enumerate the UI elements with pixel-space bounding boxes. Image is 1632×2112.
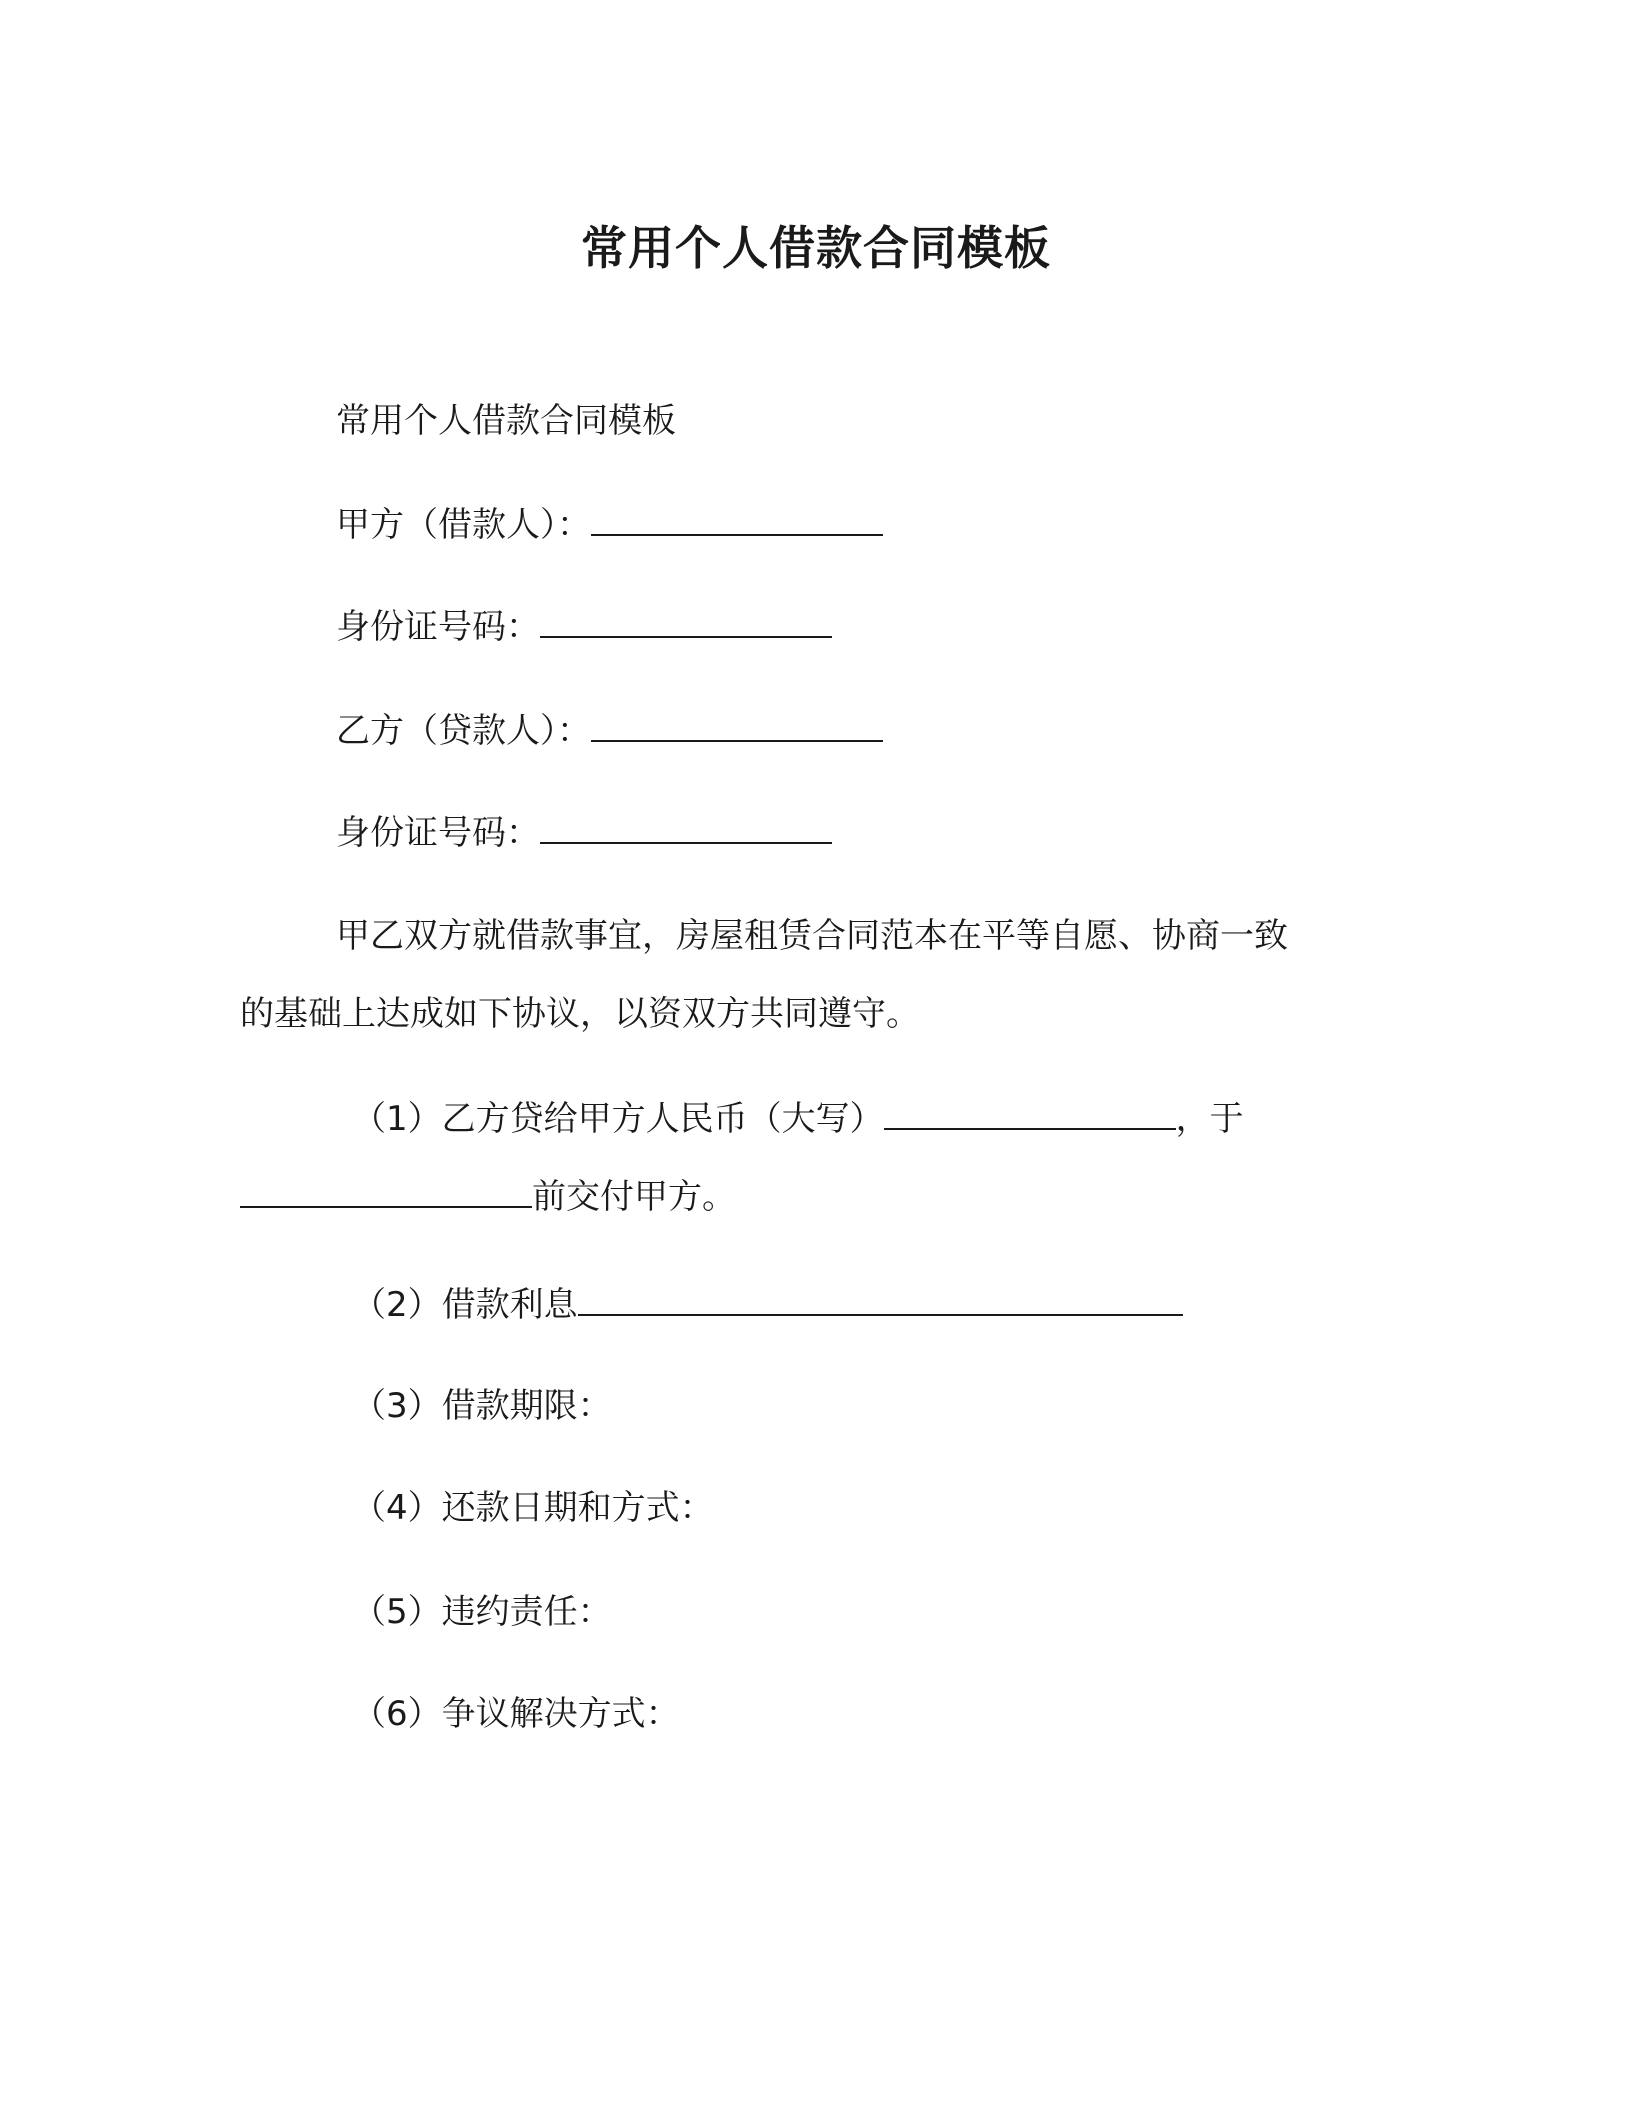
clause-1-line-1 bbox=[352, 1094, 1244, 1143]
party-b-label: 乙方（贷款人）： bbox=[336, 711, 591, 751]
clause-1-amount-blank bbox=[884, 1094, 1176, 1130]
clause-5: （5）违约责任： bbox=[352, 1592, 612, 1632]
id-b-line bbox=[336, 808, 832, 857]
intro-line-1: 甲乙双方就借款事宜，房屋租赁合同范本在平等自愿、协商一致 bbox=[336, 916, 1288, 956]
clause-2-blank bbox=[578, 1280, 1183, 1316]
document-subtitle: 常用个人借款合同模板 bbox=[336, 401, 676, 441]
clause-3: （3）借款期限： bbox=[352, 1386, 612, 1426]
id-a-label: 身份证号码： bbox=[336, 607, 540, 647]
clause-1-text: （1）乙方贷给甲方人民币（大写） bbox=[352, 1099, 884, 1139]
clause-2-text: （2）借款利息 bbox=[352, 1285, 578, 1325]
party-b-blank bbox=[591, 706, 883, 742]
party-b-line bbox=[336, 706, 883, 755]
clause-1-line-2 bbox=[240, 1172, 736, 1221]
id-a-line bbox=[336, 602, 832, 651]
party-a-label: 甲方（借款人）： bbox=[336, 505, 591, 545]
clause-1-date-blank bbox=[240, 1172, 532, 1208]
party-a-line bbox=[336, 500, 883, 549]
clause-4: （4）还款日期和方式： bbox=[352, 1488, 714, 1528]
id-b-label: 身份证号码： bbox=[336, 813, 540, 853]
clause-1-tail: 前交付甲方。 bbox=[532, 1177, 736, 1217]
intro-line-2: 的基础上达成如下协议，以资双方共同遵守。 bbox=[240, 994, 920, 1034]
page-title: 常用个人借款合同模板 bbox=[581, 221, 1051, 275]
clause-6: （6）争议解决方式： bbox=[352, 1694, 680, 1734]
id-b-blank bbox=[540, 808, 832, 844]
id-a-blank bbox=[540, 602, 832, 638]
clause-2-line bbox=[352, 1280, 1183, 1329]
party-a-blank bbox=[591, 500, 883, 536]
clause-1-comma: ，于 bbox=[1175, 1099, 1244, 1139]
